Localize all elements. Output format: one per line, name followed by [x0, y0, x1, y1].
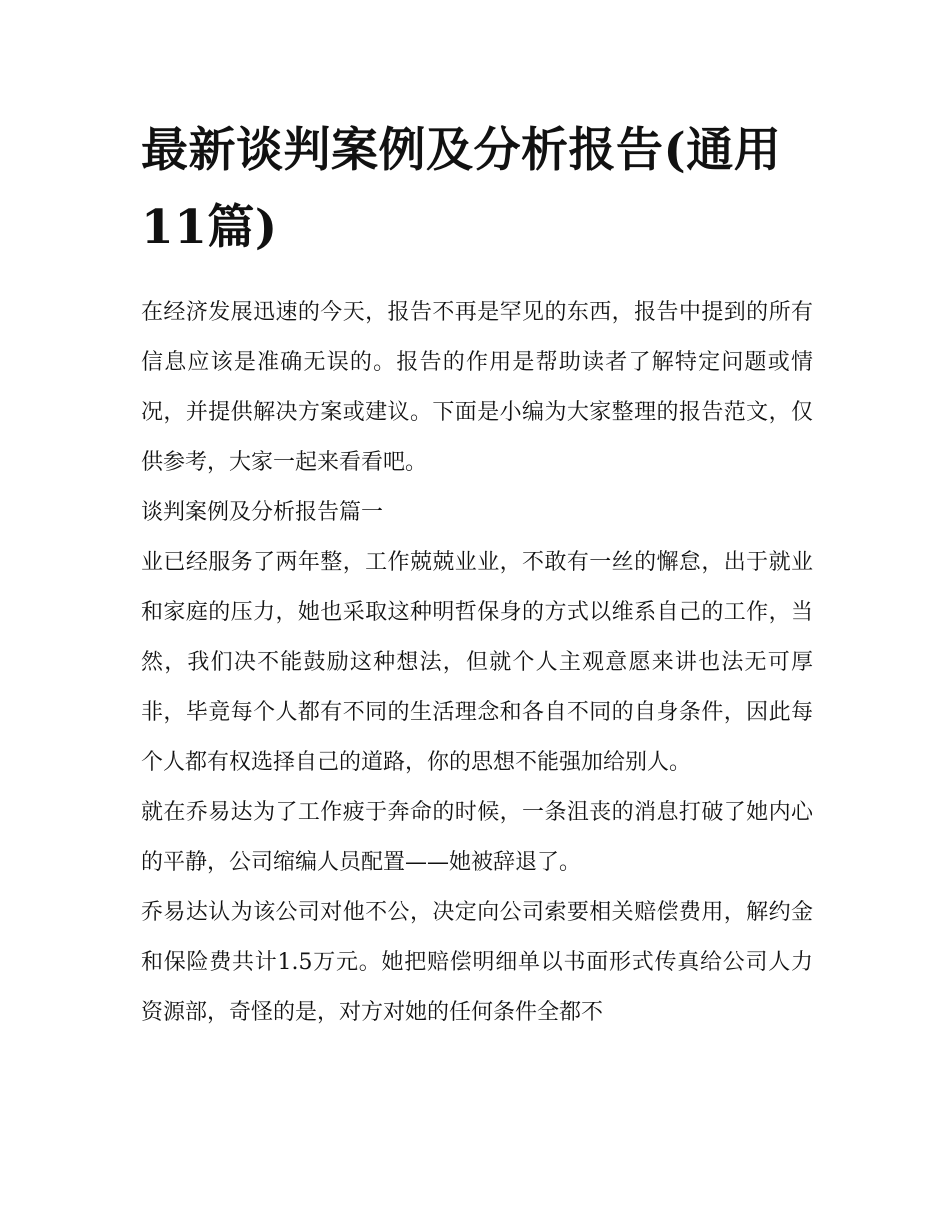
document-title: 最新谈判案例及分析报告(通用11篇) — [141, 123, 782, 255]
body-paragraph-1: 业已经服务了两年整，工作兢兢业业，不敢有一丝的懈怠，出于就业和家庭的压力，她也采取这种明哲保身的方式以维系自己的工作，当然，我们决不能鼓励这种想法，但就个人主观意愿来讲也法无可厚非，毕竟每个人都有不同的生活理念和各自不同的自身条件，因此每个人都有权选择自己的道路，你的思想不能强加给别人。 — [141, 550, 813, 775]
body-paragraph-2: 就在乔易达为了工作疲于奔命的时候，一条沮丧的消息打破了她内心的平静，公司缩编人员配置——她被辞退了。 — [141, 800, 813, 875]
intro-paragraph: 在经济发展迅速的今天，报告不再是罕见的东西，报告中提到的所有信息应该是准确无误的。报告的作用是帮助读者了解特定问题或情况，并提供解决方案或建议。下面是小编为大家整理的报告范文，仅供参考，大家一起来看看吧。 — [141, 300, 813, 475]
section-heading: 谈判案例及分析报告篇一 — [141, 500, 384, 525]
body-paragraph-3: 乔易达认为该公司对他不公，决定向公司索要相关赔偿费用，解约金和保险费共计1.5万元。她把赔偿明细单以书面形式传真给公司人力资源部，奇怪的是，对方对她的任何条件全都不 — [141, 900, 813, 1025]
document-body — [141, 112, 813, 1038]
